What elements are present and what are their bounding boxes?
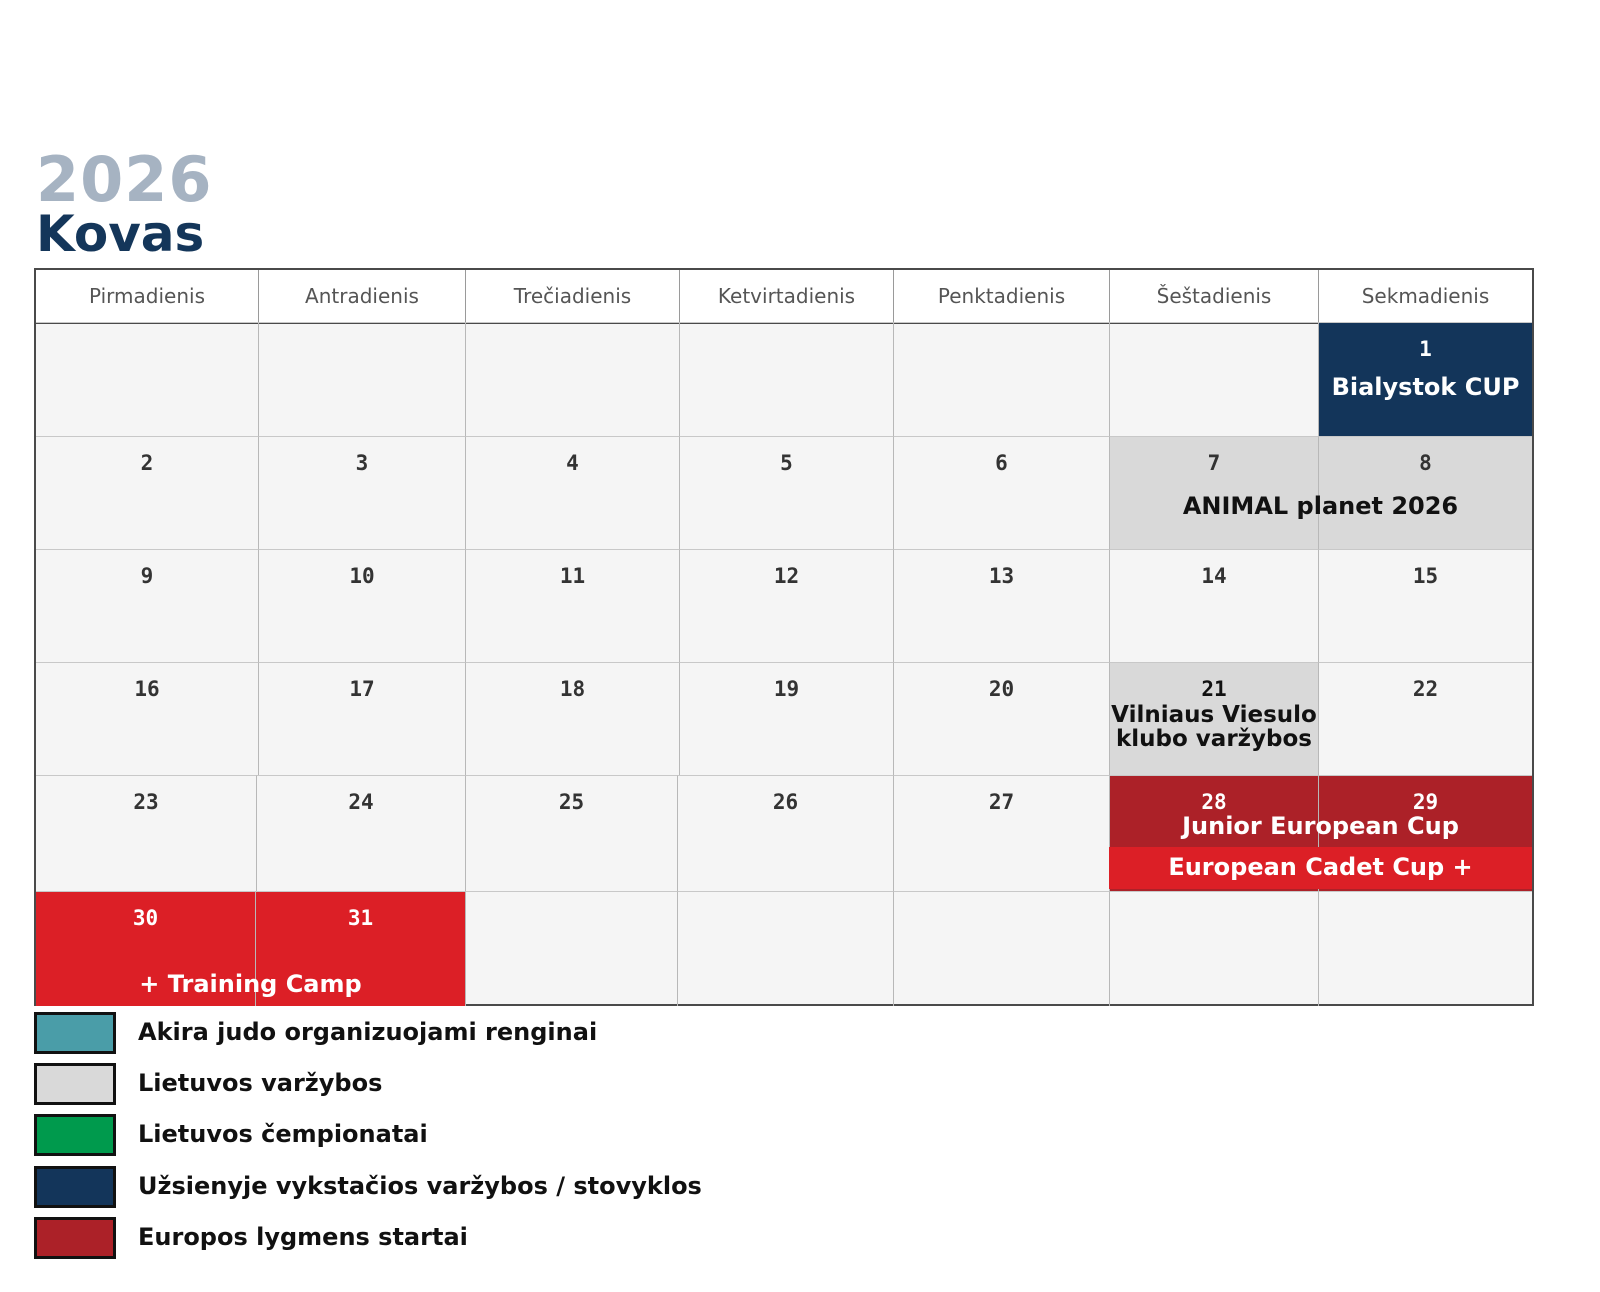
- day-number: 21: [1201, 677, 1227, 701]
- day-number: 3: [355, 451, 369, 475]
- day-number: 29: [1412, 790, 1439, 814]
- day-cell-16[interactable]: [36, 662, 258, 775]
- day-cell-empty: [1318, 891, 1532, 1006]
- day-number: 31: [347, 906, 374, 930]
- day-cell-6[interactable]: [893, 436, 1109, 549]
- day-number: 20: [988, 677, 1015, 701]
- weekday-thursday: Ketvirtadienis: [679, 270, 893, 322]
- day-number: 15: [1412, 564, 1439, 588]
- day-number: 27: [988, 790, 1015, 814]
- calendar-title: [36, 143, 213, 263]
- year-label: 2026: [36, 143, 213, 216]
- day-number: 6: [995, 451, 1008, 475]
- calendar-grid: [34, 268, 1534, 1006]
- legend-label: Akira judo organizuojami renginai: [138, 1018, 598, 1046]
- day-number: 1: [1419, 337, 1432, 361]
- day-number: 17: [349, 677, 375, 701]
- day-cell-15[interactable]: [1318, 549, 1532, 662]
- legend-item: [34, 1114, 734, 1158]
- day-cell-19[interactable]: [679, 662, 893, 775]
- day-number: 8: [1419, 451, 1432, 475]
- day-cell-11[interactable]: [465, 549, 679, 662]
- legend-swatch-navy: [34, 1166, 116, 1208]
- day-number: 22: [1412, 677, 1439, 701]
- day-number: 7: [1207, 451, 1221, 475]
- day-cell-1[interactable]: [1318, 322, 1532, 436]
- legend-label: Užsienyje vykstačios varžybos / stovyklos: [138, 1172, 702, 1200]
- day-cell-23[interactable]: [36, 775, 256, 891]
- day-number: 10: [349, 564, 375, 588]
- day-cell-empty: [893, 891, 1109, 1006]
- event-training-camp: + Training Camp: [139, 970, 362, 998]
- day-number: 12: [773, 564, 800, 588]
- day-cell-empty: [1109, 891, 1318, 1006]
- weekday-saturday: Šeštadienis: [1109, 270, 1318, 322]
- event-junior-european-cup: Junior European Cup: [1182, 812, 1459, 840]
- day-cell-22[interactable]: [1318, 662, 1532, 775]
- day-cell-12[interactable]: [679, 549, 893, 662]
- day-number: 30: [132, 906, 159, 930]
- legend-item: [34, 1063, 734, 1107]
- weekday-tuesday: Antradienis: [258, 270, 465, 322]
- day-cell-13[interactable]: [893, 549, 1109, 662]
- day-cell-10[interactable]: [258, 549, 465, 662]
- legend-item: [34, 1217, 734, 1261]
- day-number: 28: [1201, 790, 1227, 814]
- day-cell-empty: [1109, 322, 1318, 436]
- day-cell-empty: [465, 891, 677, 1006]
- day-cell-17[interactable]: [258, 662, 465, 775]
- legend-item: [34, 1012, 734, 1056]
- weekday-header: [36, 270, 1532, 324]
- day-number: 4: [566, 451, 579, 475]
- day-cell-18[interactable]: [465, 662, 679, 775]
- legend-swatch-red: [34, 1217, 116, 1259]
- day-number: 24: [348, 790, 374, 814]
- day-number: 11: [559, 564, 586, 588]
- day-cell-24[interactable]: [256, 775, 465, 891]
- day-cell-empty: [258, 322, 465, 436]
- day-number: 9: [140, 564, 154, 588]
- day-number: 14: [1201, 564, 1227, 588]
- day-number: 2: [140, 451, 154, 475]
- legend-swatch-gray: [34, 1063, 116, 1105]
- weekday-friday: Penktadienis: [893, 270, 1109, 322]
- day-cell-21[interactable]: [1109, 662, 1318, 775]
- day-cell-empty: [679, 322, 893, 436]
- weekday-wednesday: Trečiadienis: [465, 270, 679, 322]
- day-cell-empty: [677, 891, 893, 1006]
- day-cell-5[interactable]: [679, 436, 893, 549]
- event-line: Vilniaus Viesulo: [1111, 702, 1317, 728]
- weekday-monday: Pirmadienis: [89, 284, 205, 308]
- day-cell-14[interactable]: [1109, 549, 1318, 662]
- event-european-cadet-cup: European Cadet Cup +: [1168, 853, 1473, 881]
- day-number: 18: [559, 677, 586, 701]
- day-cell-empty: [465, 322, 679, 436]
- legend-label: Lietuvos čempionatai: [138, 1120, 428, 1148]
- day-cell-empty: [36, 322, 258, 436]
- day-cell-27[interactable]: [893, 775, 1109, 891]
- day-cell-empty: [893, 322, 1109, 436]
- day-cell-20[interactable]: [893, 662, 1109, 775]
- event-animal-planet: ANIMAL planet 2026: [1182, 492, 1459, 520]
- day-cell-25[interactable]: [465, 775, 677, 891]
- weekday-sunday: Sekmadienis: [1318, 270, 1532, 322]
- event-vilnius-viesulo: [1110, 703, 1318, 751]
- legend-label: Europos lygmens startai: [138, 1223, 468, 1251]
- day-number: 26: [772, 790, 799, 814]
- day-cell-26[interactable]: [677, 775, 893, 891]
- day-number: 5: [780, 451, 793, 475]
- day-number: 23: [133, 790, 159, 814]
- legend-swatch-green: [34, 1114, 116, 1156]
- day-cell-2[interactable]: [36, 436, 258, 549]
- day-number: 16: [134, 677, 160, 701]
- legend-swatch-teal: [34, 1012, 116, 1054]
- day-cell-3[interactable]: [258, 436, 465, 549]
- day-cell-4[interactable]: [465, 436, 679, 549]
- month-label: Kovas: [36, 205, 205, 263]
- event-bialystok-cup: Bialystok CUP: [1331, 373, 1520, 401]
- day-cell-9[interactable]: [36, 549, 258, 662]
- event-line: klubo varžybos: [1115, 726, 1313, 752]
- legend-item: [34, 1166, 734, 1210]
- day-number: 13: [988, 564, 1015, 588]
- legend-label: Lietuvos varžybos: [138, 1069, 383, 1097]
- day-number: 19: [773, 677, 800, 701]
- day-number: 25: [558, 790, 585, 814]
